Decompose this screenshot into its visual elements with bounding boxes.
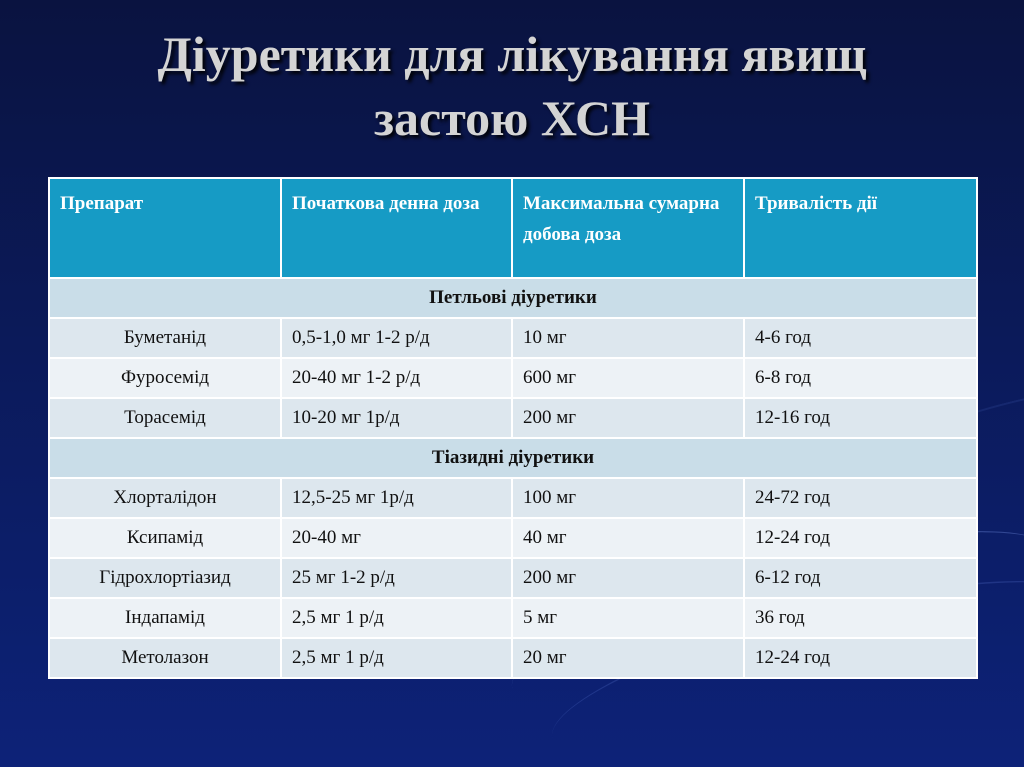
diuretics-table: [48, 177, 978, 679]
duration-cell: 4-6 год: [744, 318, 977, 358]
drug-cell: Ксипамід: [49, 518, 281, 558]
initial-dose-cell: 2,5 мг 1 р/д: [281, 638, 512, 678]
slide-title: [0, 22, 1024, 150]
max-dose-cell: 200 мг: [512, 558, 744, 598]
duration-cell: 24-72 год: [744, 478, 977, 518]
slide-title-line-2: застою ХСН: [373, 90, 651, 146]
duration-cell: 6-12 год: [744, 558, 977, 598]
table-body: [49, 278, 977, 678]
duration-cell: 12-24 год: [744, 518, 977, 558]
table-row: [49, 478, 977, 518]
max-dose-cell: 10 мг: [512, 318, 744, 358]
drug-cell: Гідрохлортіазид: [49, 558, 281, 598]
initial-dose-cell: 12,5-25 мг 1р/д: [281, 478, 512, 518]
max-dose-cell: 40 мг: [512, 518, 744, 558]
drug-cell: Торасемід: [49, 398, 281, 438]
slide-title-line-1: Діуретики для лікування явищ: [157, 26, 867, 82]
max-dose-cell: 600 мг: [512, 358, 744, 398]
drug-cell: Метолазон: [49, 638, 281, 678]
table-header: [49, 178, 977, 278]
drug-cell: Фуросемід: [49, 358, 281, 398]
initial-dose-cell: 20-40 мг 1-2 р/д: [281, 358, 512, 398]
section-row: [49, 438, 977, 478]
duration-cell: 36 год: [744, 598, 977, 638]
table-row: [49, 318, 977, 358]
table-row: [49, 358, 977, 398]
drug-cell: Буметанід: [49, 318, 281, 358]
duration-cell: 12-24 год: [744, 638, 977, 678]
table-row: [49, 558, 977, 598]
max-dose-cell: 20 мг: [512, 638, 744, 678]
header-max-dose: Максимальна сумарна добова доза: [512, 178, 744, 278]
table-row: [49, 398, 977, 438]
max-dose-cell: 100 мг: [512, 478, 744, 518]
table-row: [49, 638, 977, 678]
duration-cell: 12-16 год: [744, 398, 977, 438]
initial-dose-cell: 20-40 мг: [281, 518, 512, 558]
duration-cell: 6-8 год: [744, 358, 977, 398]
section-row: [49, 278, 977, 318]
initial-dose-cell: 10-20 мг 1р/д: [281, 398, 512, 438]
table-row: [49, 518, 977, 558]
table-header-row: [49, 178, 977, 278]
initial-dose-cell: 25 мг 1-2 р/д: [281, 558, 512, 598]
header-initial-dose: Початкова денна доза: [281, 178, 512, 278]
drug-cell: Індапамід: [49, 598, 281, 638]
table-row: [49, 598, 977, 638]
drug-cell: Хлорталідон: [49, 478, 281, 518]
header-drug: Препарат: [49, 178, 281, 278]
initial-dose-cell: 0,5-1,0 мг 1-2 р/д: [281, 318, 512, 358]
max-dose-cell: 5 мг: [512, 598, 744, 638]
section-label: Петльові діуретики: [49, 278, 977, 318]
header-duration: Тривалість дії: [744, 178, 977, 278]
initial-dose-cell: 2,5 мг 1 р/д: [281, 598, 512, 638]
section-label: Тіазидні діуретики: [49, 438, 977, 478]
max-dose-cell: 200 мг: [512, 398, 744, 438]
